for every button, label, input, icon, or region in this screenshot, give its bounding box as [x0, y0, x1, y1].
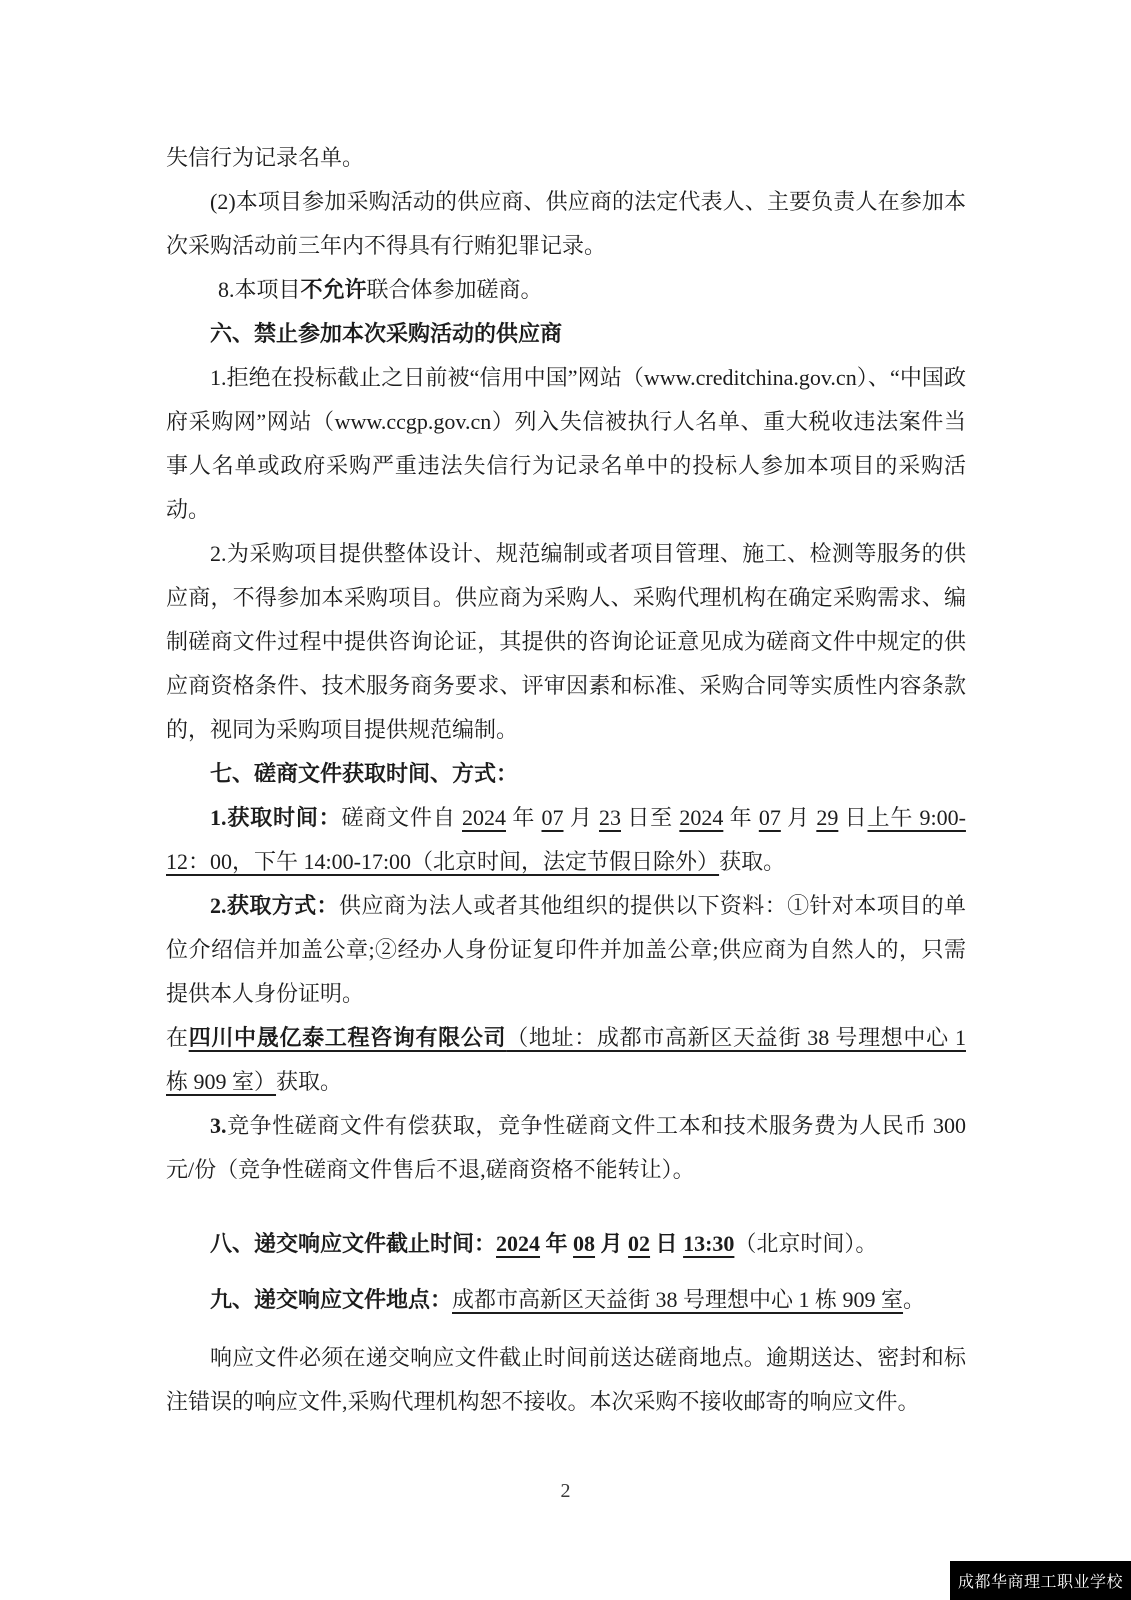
text-run: 2.获取方式：	[210, 893, 339, 918]
text-run: 29	[816, 805, 839, 830]
section-7-heading	[166, 752, 966, 796]
text-run: 不允许	[300, 277, 367, 302]
section-8-heading	[166, 1222, 966, 1266]
section-6-item-2	[166, 532, 966, 752]
text-run: 07	[541, 805, 564, 830]
text-run: 磋商文件自	[341, 805, 462, 830]
text-run: 九、递交响应文件地点：	[210, 1287, 453, 1312]
text-run: 六、禁止参加本次采购活动的供应商	[210, 321, 563, 346]
page-number: 2	[560, 1480, 571, 1502]
text-run: 日至	[621, 805, 680, 830]
section-7-item-2	[166, 884, 966, 1016]
text-run: 竞争性磋商文件有偿获取，竞争性磋商文件工本和技术服务费为人民币 300 元/份（竞争性磋商文件售后不退,磋商资格不能转让）。	[166, 1113, 966, 1182]
clause-2	[166, 180, 966, 268]
text-run: 成都市高新区天益街 38 号理想中心 1 栋 909 室	[452, 1287, 904, 1312]
text-run: 获取。	[719, 849, 786, 874]
text-run: 8.本项目	[218, 277, 301, 302]
text-run: 八、递交响应文件截止时间：	[210, 1231, 497, 1256]
text-run: 07	[758, 805, 781, 830]
text-run: 月	[595, 1231, 629, 1256]
text-run: 1.获取时间：	[210, 805, 342, 830]
section-6-item-1	[166, 356, 966, 532]
text-run: 供应商为法人或者其他组织的提供以下资料：①针对本项目的单位介绍信并加盖公章;②经办人身份证复印件并加盖公章;供应商为自然人的，只需提供本人身份证明。	[166, 893, 966, 1006]
section-7-item-3	[166, 1104, 966, 1192]
text-run: 年	[540, 1231, 574, 1256]
text-run: 月	[780, 805, 817, 830]
text-run: 1.拒绝在投标截止之日前被“信用中国”网站（www.creditchina.gov.cn）、“中国政府采购网”网站（www.ccgp.gov.cn）列入失信被执行人名单、重大税收违法案件当事人名单或政府采购严重违法失信行为记录名单中的投标人参加本项目的采购活动。	[166, 365, 966, 522]
text-run: 23	[599, 805, 621, 830]
text-run: 02	[628, 1231, 651, 1256]
section-6-heading	[166, 312, 966, 356]
text-run: 2024	[462, 805, 506, 830]
text-run: 失信行为记录名单。	[166, 145, 365, 170]
text-run: 获取。	[276, 1069, 343, 1094]
section-7-item-1	[166, 796, 966, 884]
text-run: 2024	[496, 1231, 541, 1256]
text-run: 日	[650, 1231, 684, 1256]
text-run: 13:30	[683, 1231, 735, 1256]
text-run: 3.	[210, 1113, 227, 1138]
continuation-line	[166, 136, 966, 180]
section-9-heading	[166, 1278, 966, 1322]
text-run: 2024	[679, 805, 724, 830]
text-run: 四川中晟亿泰工程咨询有限公司	[188, 1025, 507, 1050]
agency-address-line	[166, 1016, 966, 1104]
text-run: 2.为采购项目提供整体设计、规范编制或者项目管理、施工、检测等服务的供应商，不得参加本采购项目。供应商为采购人、采购代理机构在确定采购需求、编制磋商文件过程中提供咨询论证，其提供的咨询论证意见成为磋商文件中规定的供应商资格条件、技术服务商务要求、评审因素和标准、采购合同等实质性内容条款的，视同为采购项目提供规范编制。	[166, 541, 966, 742]
text-run: 响应文件必须在递交响应文件截止时间前送达磋商地点。逾期送达、密封和标注错误的响应文件,采购代理机构恕不接收。本次采购不接收邮寄的响应文件。	[166, 1345, 966, 1414]
text-run: 。	[903, 1287, 926, 1312]
clause-8	[166, 268, 966, 312]
text-run: 日	[838, 805, 868, 830]
document-body	[166, 136, 966, 1424]
text-run: 联合体参加磋商。	[366, 277, 543, 302]
text-run: 月	[563, 805, 599, 830]
watermark-badge: 成都华商理工职业学校	[950, 1561, 1131, 1600]
text-run: 七、磋商文件获取时间、方式：	[210, 761, 519, 786]
text-run: 在	[166, 1025, 189, 1050]
text-run: （北京时间）。	[734, 1231, 878, 1256]
text-run: 年	[723, 805, 759, 830]
text-run: 08	[573, 1231, 596, 1256]
text-run: 上午 9:00-12：00，下午 14:00-17:00（北京时间，法定节假日除外）	[166, 805, 966, 874]
closing-paragraph	[166, 1336, 966, 1424]
text-run: （地址：成都市高新区天益街 38 号理想中心 1 栋 909 室）	[166, 1025, 966, 1094]
text-run: (2)本项目参加采购活动的供应商、供应商的法定代表人、主要负责人在参加本次采购活动前三年内不得具有行贿犯罪记录。	[166, 189, 966, 258]
text-run: 年	[506, 805, 542, 830]
